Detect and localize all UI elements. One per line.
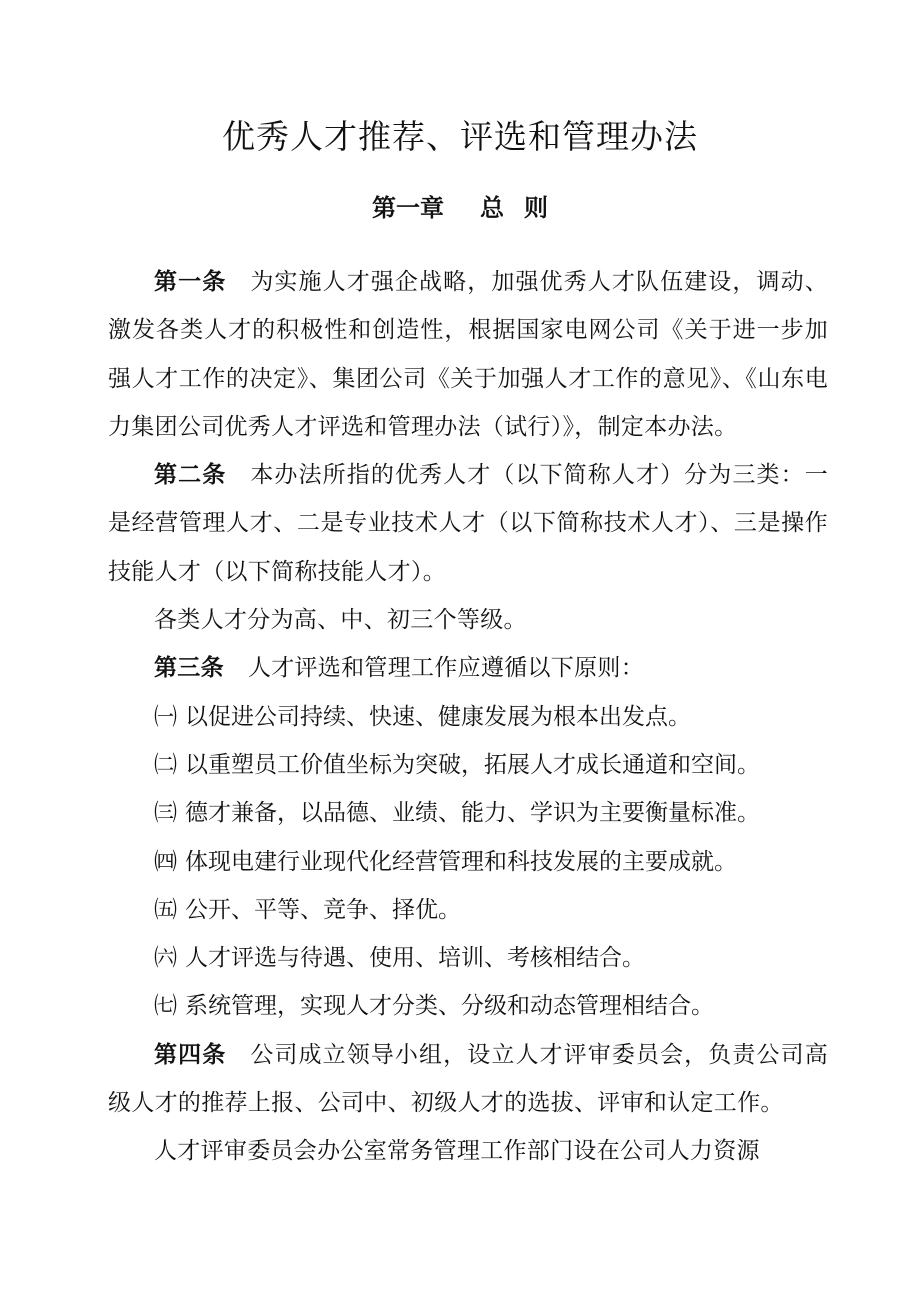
article-4-label: 第四条 <box>154 1041 227 1068</box>
article-2-text: 本办法所指的优秀人才（以下简称人才）分为三类：一是经营管理人才、二是专业技术人才（以下简称技术人才）、三是操作技能人才（以下简称技能人才）。 <box>108 462 828 585</box>
principle-text: 以重塑员工价值坐标为突破，拓展人才成长通道和空间。 <box>185 751 760 778</box>
article-4-extra: 人才评审委员会办公室常务管理工作部门设在公司人力资源 <box>154 1138 760 1165</box>
article-4 <box>108 1031 828 1128</box>
principle-text: 体现电建行业现代化经营管理和科技发展的主要成就。 <box>185 848 737 875</box>
principle-number: ㈣ <box>154 848 177 875</box>
principle-item <box>108 693 828 741</box>
article-3 <box>108 644 828 692</box>
principle-text: 以促进公司持续、快速、健康发展为根本出发点。 <box>185 703 691 730</box>
document-title: 优秀人才推荐、评选和管理办法 <box>222 117 698 156</box>
principle-number: ㈠ <box>154 703 177 730</box>
chapter-name-part2: 则 <box>524 194 548 222</box>
article-1-label: 第一条 <box>154 269 227 295</box>
chapter-number: 第一章 <box>372 194 444 222</box>
principle-text: 公开、平等、竞争、择优。 <box>185 896 461 923</box>
article-1-text: 为实施人才强企战略，加强优秀人才队伍建设，调动、激发各类人才的积极性和创造性，根据国家电网公司《关于进一步加强人才工作的决定》、集团公司《关于加强人才工作的意见》、《山东电力集团公司优秀人才评选和管理办法（试行）》，制定本办法。 <box>108 269 828 440</box>
article-3-text: 人才评选和管理工作应遵循以下原则： <box>247 655 645 682</box>
principle-item <box>108 982 828 1030</box>
article-2-extra: 各类人才分为高、中、初三个等级。 <box>154 607 527 634</box>
chapter-heading <box>0 186 920 230</box>
article-1 <box>108 258 828 451</box>
article-4-text: 公司成立领导小组，设立人才评审委员会，负责公司高级人才的推荐上报、公司中、初级人才的选拔、评审和认定工作。 <box>108 1041 828 1117</box>
chapter-name-part1: 总 <box>480 194 504 222</box>
principle-number: ㈤ <box>154 896 177 923</box>
principle-number: ㈡ <box>154 751 177 778</box>
principle-number: ㈢ <box>154 800 177 827</box>
principle-number: ㈥ <box>154 945 177 972</box>
principle-text: 德才兼备，以品德、业绩、能力、学识为主要衡量标准。 <box>185 800 760 827</box>
article-2-label: 第二条 <box>154 462 227 489</box>
article-3-label: 第三条 <box>154 655 224 682</box>
principle-text: 系统管理，实现人才分类、分级和动态管理相结合。 <box>185 993 714 1020</box>
principle-item <box>108 789 828 837</box>
principle-item <box>108 838 828 886</box>
principle-item <box>108 886 828 934</box>
document-body <box>108 258 828 1176</box>
article-2 <box>108 451 828 596</box>
principle-item <box>108 741 828 789</box>
principle-item <box>108 934 828 982</box>
principle-number: ㈦ <box>154 993 177 1020</box>
principle-text: 人才评选与待遇、使用、培训、考核相结合。 <box>185 945 645 972</box>
